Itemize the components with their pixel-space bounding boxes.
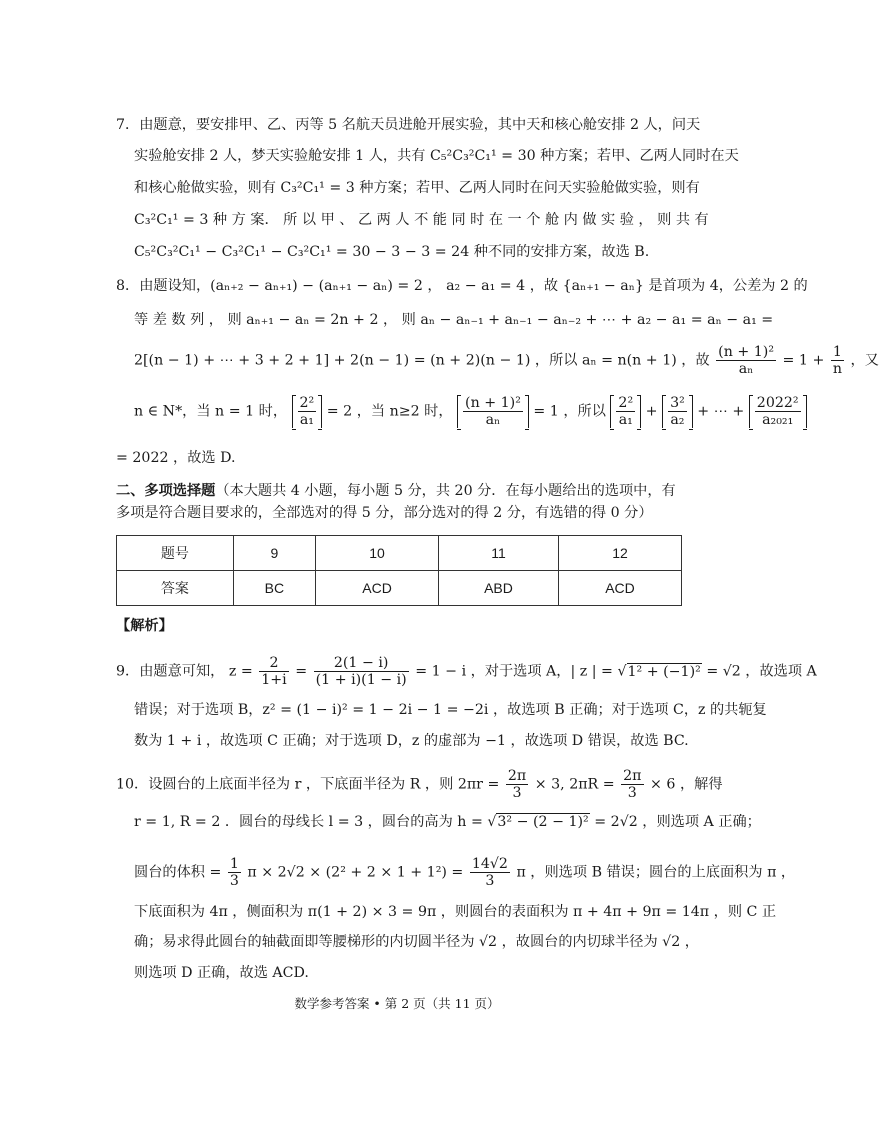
q9-line-1 xyxy=(116,655,817,688)
q8-eq: = 1 + xyxy=(782,352,825,369)
frac-num: 2² xyxy=(618,395,634,411)
frac-num: (n + 1)² xyxy=(465,395,521,411)
frac-den: 1+i xyxy=(261,672,287,688)
q9-frac-1 xyxy=(259,655,288,688)
frac-den: aₙ xyxy=(485,412,501,428)
table-cell: 12 xyxy=(558,536,681,571)
frac-num: 14√2 xyxy=(471,856,508,872)
q10-frac-3 xyxy=(228,856,241,889)
table-cell: ACD xyxy=(558,571,681,606)
q10-frac-4 xyxy=(470,856,510,889)
q10-line-1 xyxy=(116,768,723,801)
frac-num: 1 xyxy=(229,856,239,872)
q8-line-5: = 2022 ，故选 D. xyxy=(116,450,236,466)
q8-you: ，又 xyxy=(850,352,879,369)
q8-frac-2-den: n xyxy=(832,361,843,377)
frac-num: 2(1 − i) xyxy=(314,655,409,672)
q8-line-4-text: n ∈ N*，当 n = 1 时， xyxy=(134,403,288,420)
q10-frac-2 xyxy=(621,768,643,801)
q8-frac-1-num: (n + 1)² xyxy=(718,344,775,360)
q10-sqrt: 3² − (2 − 1)² xyxy=(497,814,589,830)
q8-line-4 xyxy=(134,395,807,428)
table-cell: BC xyxy=(233,571,315,606)
page-footer: 数学参考答案 • 第 2 页（共 11 页） xyxy=(294,996,500,1011)
q8-frac-1 xyxy=(716,344,776,377)
table-row xyxy=(117,536,682,571)
q10-mid: × 3, 2πR = xyxy=(534,776,615,793)
floor-bracket-1 xyxy=(292,395,323,428)
q9-z: z = xyxy=(228,663,253,680)
q9-sqrt: 1² + (−1)² xyxy=(627,663,701,680)
frac-3sq-a2 xyxy=(668,395,687,428)
frac-num: 2π xyxy=(623,768,642,784)
q10-l3-mid: π × 2√2 × (2² + 2 × 1 + 1²) = xyxy=(247,864,464,881)
section-2-heading: 二、多项选择题 xyxy=(116,483,216,499)
q7-line-5: C₅²C₃²C₁¹ − C₃²C₁¹ − C₃²C₁¹ = 30 − 3 − 3 = 24 种不同的安排方案，故选 B. xyxy=(134,244,650,260)
floor-bracket-3 xyxy=(610,395,641,428)
q10-line-5: 确；易求得此圆台的轴截面即等腰梯形的内切圆半径为 √2 ，故圆台的内切球半径为 √2 ， xyxy=(134,934,699,950)
floor-bracket-2 xyxy=(457,395,529,428)
table-cell: 题号 xyxy=(117,536,234,571)
table-cell: 9 xyxy=(233,536,315,571)
table-cell: 11 xyxy=(439,536,559,571)
q10-intro: 10．设圆台的上底面半径为 r ，下底面半径为 R ，则 2πr = xyxy=(116,776,500,793)
q10-end: × 6 ，解得 xyxy=(650,776,723,793)
frac-num: 2022² xyxy=(756,395,799,411)
floor-bracket-5 xyxy=(749,395,807,428)
q8-line-1: 8．由题设知，(aₙ₊₂ − aₙ₊₁) − (aₙ₊₁ − aₙ) = 2 ， a₂ − a₁ = 4 ，故 {aₙ₊₁ − aₙ} 是首项为 4，公差为 2 的 xyxy=(116,278,808,294)
frac-num: 2 xyxy=(259,655,288,672)
q9-line-2: 错误；对于选项 B，z² = (1 − i)² = 1 − 2i − 1 = −2i ，故选项 B 正确；对于选项 C，z 的共轭复 xyxy=(134,702,767,718)
q8-frac-1-den: aₙ xyxy=(738,361,754,377)
frac-den: (1 + i)(1 − i) xyxy=(315,672,407,688)
frac-num: 3² xyxy=(670,395,685,411)
plus: + xyxy=(645,403,658,420)
q8-line-3-text: 2[(n − 1) + ⋯ + 3 + 2 + 1] + 2(n − 1) = (n + 2)(n − 1) ，所以 aₙ = n(n + 1) ，故 xyxy=(134,352,710,369)
q9-eq: = xyxy=(295,663,308,680)
q9-intro: 9．由题意可知， xyxy=(116,663,225,680)
q10-line-3 xyxy=(134,856,795,889)
frac-den: a₂₀₂₁ xyxy=(762,412,794,428)
table-cell: ACD xyxy=(316,571,439,606)
frac-den: a₁ xyxy=(618,412,633,428)
frac-2022sq xyxy=(755,395,801,428)
sqrt-symbol: √ xyxy=(617,663,627,680)
q7-line-4: C₃²C₁¹ = 3 种 方 案． 所 以 甲 、 乙 两 人 不 能 同 时 在 一 个 舱 内 做 实 验 ， 则 共 有 xyxy=(134,212,709,228)
section-2-title xyxy=(116,480,681,524)
frac-2sq-a1 xyxy=(298,395,317,428)
q10-l3-end: π ，则选项 B 错误；圆台的上底面积为 π ， xyxy=(516,864,796,881)
frac-den: 3 xyxy=(512,785,522,801)
q9-line-3: 数为 1 + i ，故选项 C 正确；对于选项 D，z 的虚部为 −1 ，故选项 D 错误，故选 BC. xyxy=(134,733,689,749)
frac-num: 2² xyxy=(299,395,315,411)
frac-den: a₁ xyxy=(299,412,314,428)
q8-line-4-mid: = 2 ，当 n≥2 时， xyxy=(326,403,453,420)
q7-line-1: 7．由题意，要安排甲、乙、丙等 5 名航天员进舱开展实验，其中天和核心舱安排 2 人，问天 xyxy=(116,117,701,133)
q8-line-3 xyxy=(134,344,879,377)
table-row xyxy=(117,571,682,606)
table-cell: ABD xyxy=(439,571,559,606)
q9-end: = √2 ，故选项 A xyxy=(706,663,817,680)
q8-line-2: 等 差 数 列 ， 则 aₙ₊₁ − aₙ = 2n + 2 ， 则 aₙ − aₙ₋₁ + aₙ₋₁ − aₙ₋₂ + ⋯ + a₂ − a₁ = aₙ − a₁ = xyxy=(134,312,774,328)
q10-frac-1 xyxy=(506,768,528,801)
frac-num: 2π xyxy=(507,768,527,784)
q10-l2-end: = 2√2 ，则选项 A 正确； xyxy=(594,814,761,830)
table-cell: 答案 xyxy=(117,571,234,606)
q10-line-2 xyxy=(134,812,761,832)
floor-bracket-4 xyxy=(662,395,693,428)
q10-line-4: 下底面积为 4π ，侧面积为 π(1 + 2) × 3 = 9π ，则圆台的表面积为 π + 4π + 9π = 14π ，则 C 正 xyxy=(134,904,777,920)
q8-line-4-mid2: = 1 ，所以 xyxy=(533,403,606,420)
frac-den: a₂ xyxy=(670,412,685,428)
frac-n1sq-an xyxy=(463,395,523,428)
q8-frac-2-num: 1 xyxy=(831,344,844,361)
frac-2sq-a1-b xyxy=(616,395,635,428)
q8-frac-2 xyxy=(831,344,844,377)
table-cell: 10 xyxy=(316,536,439,571)
q9-mid: = 1 − i ，对于选项 A，| z | = xyxy=(415,663,613,680)
frac-den: 3 xyxy=(485,873,495,889)
sqrt-symbol: √ xyxy=(487,814,497,830)
q9-frac-2 xyxy=(314,655,409,688)
q10-l2-text: r = 1, R = 2 ．圆台的母线长 l = 3 ，圆台的高为 h = xyxy=(134,814,483,830)
plus-dots: + ⋯ + xyxy=(697,403,745,420)
frac-den: 3 xyxy=(229,873,239,889)
frac-den: 3 xyxy=(627,785,637,801)
q10-line-6: 则选项 D 正确，故选 ACD. xyxy=(134,965,309,981)
answer-table xyxy=(116,535,682,606)
analysis-label: 【解析】 xyxy=(116,618,173,634)
q7-line-3: 和核心舱做实验，则有 C₃²C₁¹ = 3 种方案；若甲、乙两人同时在问天实验舱做实验，则有 xyxy=(134,180,700,196)
q10-l3-text: 圆台的体积 = xyxy=(134,864,222,881)
section-2-desc: （本大题共 4 小题，每小题 5 分，共 20 分．在每小题给出的选项中，有多项是符合题目要求的，全部选对的得 5 分，部分选对的得 2 分，有选错的得 0 分） xyxy=(116,483,676,521)
q7-line-2: 实验舱安排 2 人，梦天实验舱安排 1 人，共有 C₅²C₃²C₁¹ = 30 种方案；若甲、乙两人同时在天 xyxy=(134,148,739,164)
